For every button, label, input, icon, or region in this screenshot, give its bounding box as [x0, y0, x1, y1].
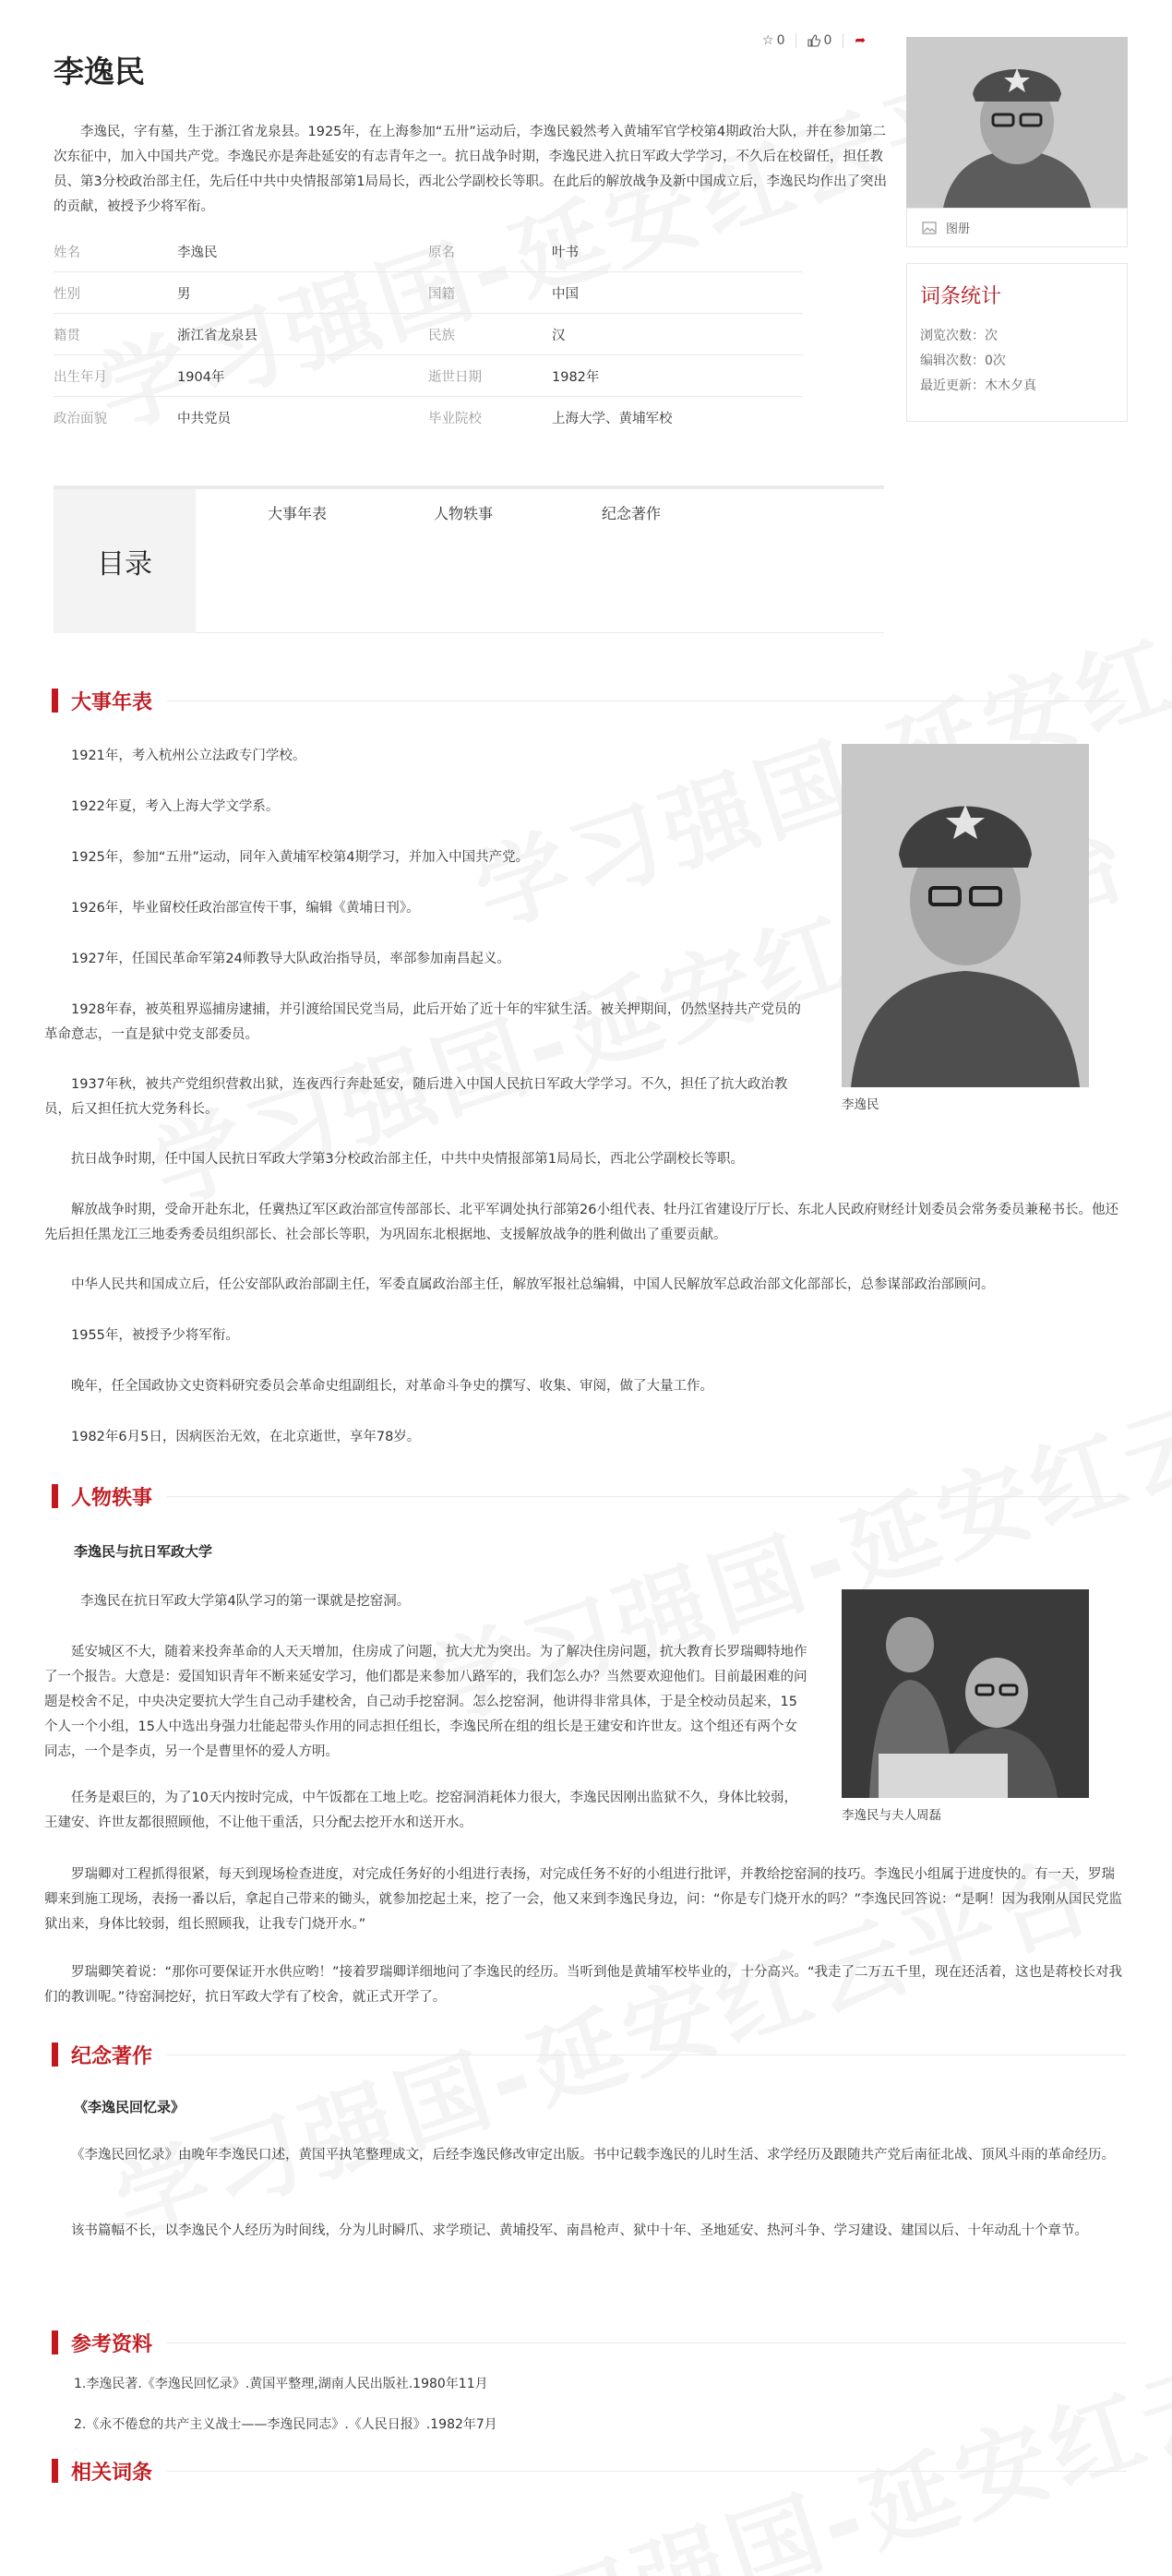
reference-link[interactable]: 2.《永不倦怠的共产主义战士——李逸民同志》.《人民日报》.1982年7月 [74, 2417, 497, 2432]
info-key: 原名 [428, 245, 455, 260]
info-value: 李逸民 [177, 245, 218, 260]
info-key: 民族 [428, 328, 455, 343]
timeline-entry: 1922年夏，考入上海大学文学系。 [71, 799, 280, 814]
info-key: 出生年月 [54, 369, 107, 385]
section-title: 人物轶事 [71, 1486, 153, 1510]
info-row [54, 231, 803, 272]
section-title: 相关词条 [71, 2461, 153, 2485]
divider [167, 2471, 1127, 2472]
timeline-entry: 解放战争时期，受命开赴东北，任冀热辽军区政治部宣传部部长、北平军调处执行部第26小组代表、牡丹江省建设厅厅长、东北人民政府财经计划委员会常务委员兼秘书长。他还先后担任黑龙江三地委秀委员组织部长、社会部长等职，为巩固东北根据地、支援解放战争的胜利做出了重要贡献。 [44, 1203, 1118, 1242]
works-paragraph: 《李逸民回忆录》由晚年李逸民口述，黄国平执笔整理成文，后经李逸民修改审定出版。书中记载李逸民的儿时生活、求学经历及跟随共产党后南征北战、顶风斗雨的革命经历。 [71, 2148, 1115, 2163]
info-key: 毕业院校 [428, 412, 482, 426]
section-header-works [52, 2043, 1127, 2067]
timeline-photo[interactable] [842, 744, 1089, 1087]
anecdote-paragraph: 罗瑞卿笑着说：“那你可要保证开水供应哟！”接着罗瑞卿详细地问了李逸民的经历。当听到他是黄埔军校毕业的，十分高兴。“我走了二万五千里，现在还活着，这也是蒋校长对我们的教训呢。”待窑洞挖好，抗日军政大学有了校舍，就正式开学了。 [44, 1965, 1123, 2005]
like-count: 0 [823, 33, 832, 48]
info-value: 叶书 [552, 245, 579, 260]
toc-label: 目录 [54, 489, 196, 633]
section-bar [52, 2459, 58, 2483]
entry-stats [906, 263, 1128, 422]
timeline-entry: 1982年6月5日，因病医治无效，在北京逝世，享年78岁。 [71, 1430, 421, 1444]
share-button[interactable] [855, 33, 866, 48]
divider [167, 2342, 1127, 2343]
anecdote-paragraph: 李逸民在抗日军政大学第4队学习的第一课就是挖窑洞。 [80, 1594, 411, 1609]
share-icon: ➦ [855, 33, 867, 48]
timeline-entry: 抗日战争时期，任中国人民抗日军政大学第3分校政治部主任，中共中央情报部第1局局长，西北公学副校长等职。 [71, 1152, 744, 1167]
info-value: 汉 [552, 328, 566, 343]
edit-count: 编辑次数：0次 [920, 353, 1006, 368]
info-value: 中国 [552, 286, 579, 302]
info-key: 性别 [54, 286, 80, 302]
anecdote-subtitle: 李逸民与抗日军政大学 [74, 1543, 213, 1560]
divider [795, 33, 796, 48]
image-icon [922, 222, 937, 234]
info-key: 籍贯 [54, 328, 80, 343]
favorite-button[interactable] [762, 33, 784, 48]
info-key: 政治面貌 [54, 412, 107, 426]
anecdote-paragraph: 延安城区不大，随着来投奔革命的人天天增加，住房成了问题，抗大尤为突出。为了解决住房问题，抗大教育长罗瑞卿特地作了一个报告。大意是：爱国知识青年不断来延安学习，他们都是来参加八路军的，我们怎么办？当然要欢迎他们。目前最困难的问题是校舍不足，中央决定要抗大学生自己动手建校舍，自己动手挖窑洞。怎么挖窑洞，他讲得非常具体，于是全校动员起来，15个人一个小组，15人中选出身强力壮能起带头作用的同志担任组长，李逸民所在组的组长是王建安和许世友。这个组还有两个女同志，一个是李贞，另一个是曹里怀的爱人方明。 [44, 1645, 807, 1759]
info-value: 1904年 [177, 369, 225, 385]
info-row [54, 397, 803, 438]
thumbs-up-icon [807, 34, 820, 47]
view-count: 浏览次数：次 [920, 329, 998, 343]
section-title: 纪念著作 [71, 2044, 153, 2068]
timeline-entry: 1925年，参加“五卅”运动，同年入黄埔军校第4期学习，并加入中国共产党。 [71, 850, 530, 865]
page-title: 李逸民 [54, 54, 145, 90]
section-header-timeline [52, 689, 1127, 713]
section-bar [52, 2330, 58, 2354]
info-key: 姓名 [54, 245, 80, 260]
info-value: 1982年 [552, 369, 600, 385]
info-row [54, 355, 803, 397]
book-title: 《李逸民回忆录》 [74, 2099, 185, 2115]
portrait-image [842, 744, 1089, 1087]
portrait-image [906, 37, 1128, 208]
toc-item-timeline[interactable]: 大事年表 [268, 505, 328, 522]
divider [167, 1496, 1127, 1497]
last-updated: 最近更新：木木夕真 [920, 378, 1036, 393]
star-icon: ☆ [762, 33, 774, 48]
info-key: 逝世日期 [428, 369, 482, 385]
favorite-count: 0 [776, 33, 785, 48]
toc-item-works[interactable]: 纪念著作 [602, 505, 662, 522]
stats-title: 词条统计 [920, 285, 1002, 308]
info-value: 浙江省龙泉县 [177, 328, 257, 343]
timeline-entry: 1955年，被授予少将军衔。 [71, 1328, 239, 1343]
anecdote-paragraph: 罗瑞卿对工程抓得很紧，每天到现场检查进度，对完成任务好的小组进行表扬，对完成任务不好的小组进行批评，并教给挖窑洞的技巧。李逸民小组属于进度快的。有一天，罗瑞卿来到施工现场，表扬一番以后，拿起自己带来的锄头，就参加挖起土来，挖了一会，他又来到李逸民身边，问：“你是专门烧开水的吗？”李逸民回答说：“是啊！因为我刚从国民党监狱出来，身体比较弱，组长照顾我，让我专门烧开水。” [44, 1867, 1123, 1932]
info-row [54, 314, 803, 355]
like-button[interactable] [807, 33, 831, 48]
intro-paragraph: 李逸民，字有墓，生于浙江省龙泉县。1925年，在上海参加“五卅”运动后，李逸民毅然考入黄埔军官学校第4期政治大队，并在参加第二次东征中，加入中国共产党。李逸民亦是奔赴延安的有志青年之一。抗日战争时期，李逸民进入抗日军政大学学习，不久后在校留任，担任教员、第3分校政治部主任，先后任中共中央情报部第1局局长，西北公学副校长等职。在此后的解放战争及新中国成立后，李逸民均作出了突出的贡献，被授予少将军衔。 [54, 125, 887, 214]
reference-link[interactable]: 1.李逸民著.《李逸民回忆录》.黄国平整理,湖南人民出版社.1980年11月 [74, 2377, 488, 2391]
section-header-references [52, 2330, 1127, 2354]
section-bar [52, 2043, 58, 2067]
section-header-anecdotes [52, 1484, 1127, 1508]
watermark [429, 2263, 1172, 2576]
table-of-contents [54, 485, 884, 633]
timeline-entry: 中华人民共和国成立后，任公安部队政治部副主任，军委直属政治部主任，解放军报社总编辑，中国人民解放军总政治部文化部部长，总参谋部政治部顾问。 [71, 1277, 995, 1292]
timeline-entry: 1937年秋，被共产党组织营救出狱，连夜西行奔赴延安，随后进入中国人民抗日军政大学学习。不久，担任了抗大政治教员，后又担任抗大党务科长。 [44, 1077, 788, 1117]
info-table [54, 231, 803, 438]
timeline-entry: 晚年，任全国政协文史资料研究委员会革命史组副组长，对革命斗争史的撰写、收集、审阅，做了大量工作。 [71, 1379, 713, 1394]
couple-image [842, 1589, 1089, 1798]
works-paragraph: 该书篇幅不长，以李逸民个人经历为时间线，分为儿时瞬爪、求学琐记、黄埔投军、南昌枪声、狱中十年、圣地延安、热河斗争、学习建设、建国以后、十年动乱十个章节。 [71, 2223, 1088, 2238]
album-label: 图册 [946, 222, 971, 236]
album-button[interactable] [906, 208, 1128, 247]
section-header-related [52, 2459, 1127, 2483]
timeline-entry: 1927年，任国民革命军第24师教导大队政治指导员，率部参加南昌起义。 [71, 952, 510, 966]
section-bar [52, 689, 58, 713]
photo-caption: 李逸民与夫人周磊 [842, 1808, 941, 1823]
portrait-photo[interactable] [906, 37, 1128, 208]
anecdote-photo[interactable] [842, 1589, 1089, 1798]
timeline-entry: 1928年春，被英租界巡捕房逮捕，并引渡给国民党当局，此后开始了近十年的牢狱生活。被关押期间，仍然坚持共产党员的革命意志，一直是狱中党支部委员。 [44, 1002, 801, 1042]
timeline-entry: 1921年，考入杭州公立法政专门学校。 [71, 749, 306, 763]
info-value: 男 [177, 286, 191, 302]
section-title: 大事年表 [71, 690, 153, 714]
photo-caption: 李逸民 [842, 1097, 879, 1112]
info-value: 上海大学、黄埔军校 [552, 412, 673, 426]
info-row [54, 272, 803, 314]
toc-item-anecdotes[interactable]: 人物轶事 [434, 505, 494, 522]
timeline-entry: 1926年，毕业留校任政治部宣传干事，编辑《黄埔日刊》。 [71, 901, 420, 916]
section-bar [52, 1484, 58, 1508]
section-title: 参考资料 [71, 2332, 153, 2356]
entry-actions [762, 33, 866, 48]
info-key: 国籍 [428, 286, 455, 302]
info-value: 中共党员 [177, 412, 231, 426]
anecdote-paragraph: 任务是艰巨的，为了10天内按时完成，中午饭都在工地上吃。挖窑洞消耗体力很大，李逸民因刚出监狱不久，身体比较弱，王建安、许世友都很照顾他，不让他干重活，只分配去挖开水和送开水。 [44, 1791, 797, 1830]
